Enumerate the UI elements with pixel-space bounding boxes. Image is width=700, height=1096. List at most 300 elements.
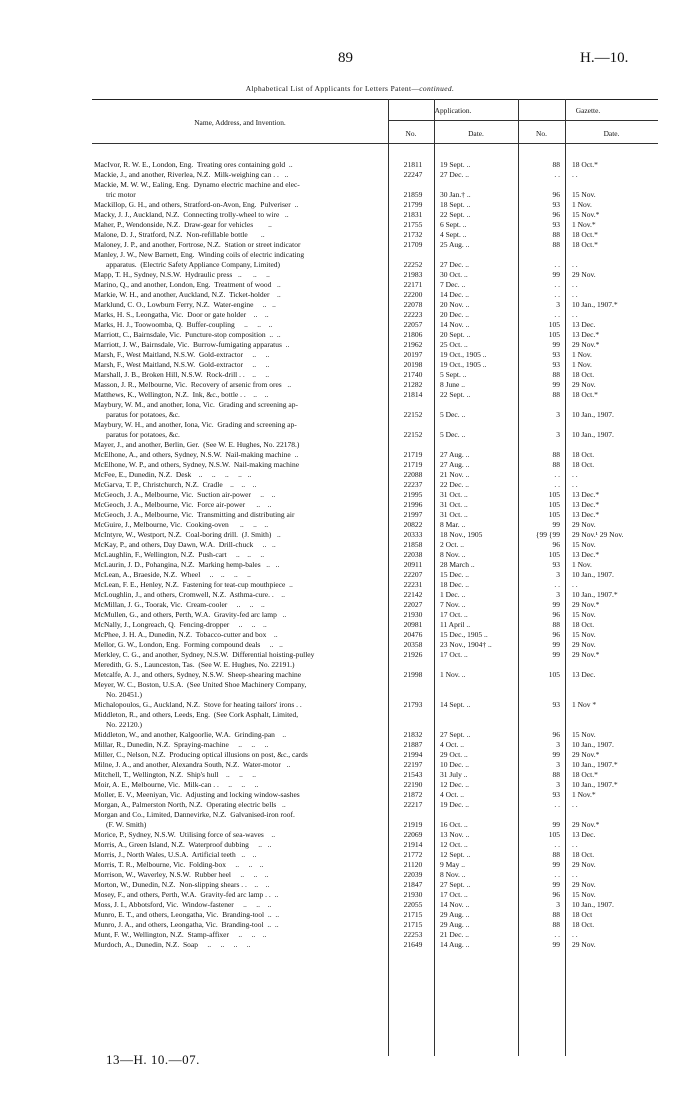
applicant-text: MacIvor, R. W. E., London, Eng. Treating ores containing gold ..: [94, 160, 293, 169]
gazette-number: 99: [552, 860, 560, 869]
applicant-cell: [94, 880, 386, 890]
applicant-cell: [94, 740, 386, 750]
gazette-number: . .: [554, 930, 560, 939]
application-number: 20198: [403, 360, 423, 369]
gazette-date: 1 Nov *: [572, 700, 597, 709]
gazette-number: 88: [552, 620, 560, 629]
gazette-number: . .: [554, 170, 560, 179]
gazette-date: 29 Nov.¹ 29 Nov.: [572, 530, 624, 539]
applicant-text: Markie, W. H., and another, Auckland, N.Z. Ticket-holder ..: [94, 290, 281, 299]
table-row: [0, 620, 700, 630]
application-date: 12 Sept. ..: [440, 850, 471, 859]
applicant-text: Michalopoulos, G., Auckland, N.Z. Stove for heating tailors' irons . .: [94, 700, 302, 709]
applicant-text: McLean, F. E., Henley, N.Z. Fastening for teat-cup mouthpiece ..: [94, 580, 293, 589]
gazette-number: 3: [556, 590, 560, 599]
gazette-date: 13 Dec.*: [572, 490, 600, 499]
table-row: [0, 480, 700, 490]
application-date: 27 Aug. ..: [440, 460, 470, 469]
applicant-text: McLean, A., Braeside, N.Z. Wheel .. .. .. ..: [94, 570, 251, 579]
gazette-date: 13 Dec.: [572, 830, 596, 839]
application-date: 8 Nov. ..: [440, 550, 466, 559]
table-row: [0, 300, 700, 310]
gazette-date: 13 Dec.*: [572, 510, 600, 519]
gazette-date: 13 Dec.*: [572, 550, 600, 559]
gazette-date: 18 Oct.: [572, 370, 595, 379]
applicant-text: Maher, P., Wendonside, N.Z. Draw-gear for vehicles ..: [94, 220, 272, 229]
application-date: 17 Oct. ..: [440, 650, 468, 659]
application-date: 18 Nov., 1905: [440, 530, 483, 539]
applicant-cell: [94, 860, 386, 870]
table-row: [0, 940, 700, 950]
applicant-cell: [94, 590, 386, 600]
applicant-text: Mackillop, G. H., and others, Stratford-on-Avon, Eng. Pulveriser ..: [94, 200, 299, 209]
gazette-date: 10 Jan., 1907.*: [572, 300, 618, 309]
applicant-text: McGeoch, J. A., Melbourne, Vic. Force air-power .. ..: [94, 500, 272, 509]
gazette-number: 93: [552, 220, 560, 229]
table-row: [0, 670, 700, 680]
applicant-text: McIntyre, W., Westport, N.Z. Coal-boring drill. (J. Smith) ..: [94, 530, 281, 539]
gazette-date: 29 Nov.: [572, 860, 596, 869]
table-row: [0, 640, 700, 650]
table-row: [0, 360, 700, 370]
applicant-cell: [94, 870, 386, 880]
gazette-number: 93: [552, 350, 560, 359]
table-row: [0, 490, 700, 500]
application-date: 20 Nov. ..: [440, 300, 470, 309]
applicant-cell: [94, 730, 386, 740]
table-row: [0, 500, 700, 510]
application-date: 30 Jan.† ..: [440, 190, 471, 199]
application-number: 22055: [403, 900, 423, 909]
applicant-cell: [94, 780, 386, 790]
applicant-text: Maybury, W. M., and another, Iona, Vic. Grading and screening ap-: [94, 400, 298, 409]
table-row: [0, 160, 700, 170]
application-number: 21772: [403, 850, 423, 859]
applicant-text: Marino, Q., and another, London, Eng. Treatment of wood ..: [94, 280, 281, 289]
application-number: 20333: [403, 530, 423, 539]
application-date: 12 Dec. ..: [440, 780, 469, 789]
applicant-cell: [94, 930, 386, 940]
table-row: [0, 540, 700, 550]
applicant-text: Marsh, F., West Maitland, N.S.W. Gold-extractor .. ..: [94, 360, 270, 369]
application-number: 22247: [403, 170, 423, 179]
application-number: 21887: [403, 740, 423, 749]
applicant-text: McMillan, J. G., Toorak, Vic. Cream-cooler .. .. ..: [94, 600, 265, 609]
application-date: 27 Sept. ..: [440, 880, 471, 889]
applicant-text-continued: No. 20451.): [106, 690, 143, 699]
gazette-date: 10 Jan., 1907.: [572, 430, 614, 439]
application-date: 28 March ..: [440, 560, 475, 569]
applicant-text: Marks, H. J., Toowoomba, Q. Buffer-coupling .. .. ..: [94, 320, 273, 329]
application-number: 21994: [403, 750, 423, 759]
applicant-text: McLoughlin, J., and others, Cromwell, N.Z. Asthma-cure. . ..: [94, 590, 286, 599]
gazette-date: 15 Nov.: [572, 610, 596, 619]
applicant-text: Matthews, K., Wellington, N.Z. Ink, &c., bottle . . .. ..: [94, 390, 269, 399]
applicant-cell: [94, 580, 386, 590]
gazette-number: 96: [552, 730, 560, 739]
table-row: [0, 270, 700, 280]
application-date: 2 Oct. ..: [440, 540, 464, 549]
table-row: [0, 700, 700, 710]
application-number: 22039: [403, 870, 423, 879]
gazette-date: 18 Oct.*: [572, 390, 598, 399]
gazette-date: . .: [572, 580, 578, 589]
application-number: 20822: [403, 520, 423, 529]
applicant-text: Masson, J. R., Melbourne, Vic. Recovery of arsenic from ores ..: [94, 380, 292, 389]
col-header-app-date: Date.: [468, 129, 484, 138]
application-number: 21120: [403, 860, 423, 869]
footer-signature: 13—H. 10.—07.: [106, 1052, 200, 1067]
application-number: 21806: [403, 330, 423, 339]
applicant-cell: [94, 420, 386, 440]
application-date: 11 April ..: [440, 620, 471, 629]
table-row: [0, 610, 700, 620]
application-date: 23 Nov., 1904† ..: [440, 640, 492, 649]
application-number: 21740: [403, 370, 423, 379]
gazette-number: 105: [548, 670, 560, 679]
applicant-cell: [94, 710, 386, 730]
applicant-text: Murdoch, A., Dunedin, N.Z. Soap .. .. .. ..: [94, 940, 251, 949]
application-number: 21715: [403, 920, 423, 929]
gazette-date: 18 Oct.: [572, 460, 595, 469]
application-date: 19 Dec. ..: [440, 800, 469, 809]
gazette-number: 99: [552, 650, 560, 659]
application-number: 22223: [403, 310, 423, 319]
table-row: [0, 660, 700, 670]
application-number: 22078: [403, 300, 423, 309]
table-row: [0, 900, 700, 910]
applicant-cell: [94, 550, 386, 560]
gazette-number: 96: [552, 190, 560, 199]
table-row: [0, 510, 700, 520]
gazette-date: . .: [572, 870, 578, 879]
application-number: 22253: [403, 930, 423, 939]
application-date: 9 May ..: [440, 860, 465, 869]
application-number: 22069: [403, 830, 423, 839]
applicant-cell: [94, 460, 386, 470]
application-date: 20 Sept. ..: [440, 330, 471, 339]
table-row: [0, 450, 700, 460]
application-date: 31 Oct. ..: [440, 490, 468, 499]
gazette-date: 29 Nov.: [572, 520, 596, 529]
application-number: 21872: [403, 790, 423, 799]
gazette-date: 1 Nov.: [572, 350, 592, 359]
table-row: [0, 200, 700, 210]
gazette-number: 99: [552, 600, 560, 609]
applicant-cell: [94, 750, 386, 760]
applicant-text: Macky, J. J., Auckland, N.Z. Connecting trolly-wheel to wire ..: [94, 210, 289, 219]
application-date: 4 Oct. ..: [440, 740, 464, 749]
application-date: 25 Oct. ..: [440, 340, 468, 349]
application-date: 5 Dec. ..: [440, 430, 466, 439]
gazette-number: 96: [552, 610, 560, 619]
application-number: 21793: [403, 700, 423, 709]
table-row: [0, 470, 700, 480]
application-number: 22237: [403, 480, 423, 489]
application-date: 14 Dec. ..: [440, 290, 469, 299]
table-row: [0, 230, 700, 240]
application-number: 21715: [403, 910, 423, 919]
gazette-date: . .: [572, 260, 578, 269]
application-number: 21998: [403, 670, 423, 679]
application-number: 21919: [403, 820, 423, 829]
gazette-date: . .: [572, 480, 578, 489]
applicant-text: Marriott, C., Bairnsdale, Vic. Puncture-stop composition .. ..: [94, 330, 281, 339]
table-row: [0, 790, 700, 800]
application-number: 21995: [403, 490, 423, 499]
applicant-text: McGeoch, J. A., Melbourne, Vic. Suction air-power .. ..: [94, 490, 276, 499]
gazette-number: 105: [548, 510, 560, 519]
application-number: 21709: [403, 240, 423, 249]
applicant-cell: [94, 660, 386, 670]
applicant-text: Maloney, J. P., and another, Fortrose, N.Z. Station or street indicator: [94, 240, 301, 249]
application-number: 21930: [403, 890, 423, 899]
application-number: 21732: [403, 230, 423, 239]
table-row: [0, 390, 700, 400]
gazette-date: . .: [572, 280, 578, 289]
gazette-date: 13 Dec.*: [572, 330, 600, 339]
application-number: 22197: [403, 760, 423, 769]
applicant-cell: [94, 630, 386, 640]
gazette-number: 3: [556, 760, 560, 769]
application-date: 31 July ..: [440, 770, 468, 779]
application-number: 21914: [403, 840, 423, 849]
gazette-number: 96: [552, 630, 560, 639]
applicant-text: McPhee, J. H. A., Dunedin, N.Z. Tobacco-cutter and box ..: [94, 630, 278, 639]
applicant-cell: [94, 380, 386, 390]
gazette-number: 99: [552, 940, 560, 949]
applicant-cell: [94, 220, 386, 230]
application-date: 29 Oct. ..: [440, 750, 468, 759]
application-number: 21930: [403, 610, 423, 619]
applicant-text-continued: (F. W. Smith): [106, 820, 147, 829]
table-row: [0, 220, 700, 230]
application-number: 20476: [403, 630, 423, 639]
gazette-number: 99: [552, 270, 560, 279]
gazette-date: 18 Oct.: [572, 450, 595, 459]
gazette-number: 93: [552, 360, 560, 369]
gazette-number: . .: [554, 290, 560, 299]
gazette-number: . .: [554, 870, 560, 879]
gazette-number: 99: [552, 380, 560, 389]
applicant-cell: [94, 560, 386, 570]
applicant-cell: [94, 180, 386, 200]
application-number: 22190: [403, 780, 423, 789]
gazette-number: . .: [554, 480, 560, 489]
gazette-date: 29 Nov.: [572, 940, 596, 949]
table-row: [0, 800, 700, 810]
table-row: [0, 850, 700, 860]
application-date: 31 Oct. ..: [440, 510, 468, 519]
table-row: [0, 920, 700, 930]
application-date: 16 Oct. ..: [440, 820, 468, 829]
gazette-number: . .: [554, 840, 560, 849]
title-main: Alphabetical List of Applicants for Letters Patent—: [245, 84, 420, 93]
gazette-number: 88: [552, 450, 560, 459]
table-row: [0, 710, 700, 730]
applicant-text: Morris, A., Green Island, N.Z. Waterproof dubbing .. ..: [94, 840, 272, 849]
applicant-text: Morris, J., North Wales, U.S.A. Artificial teeth .. ..: [94, 850, 257, 859]
gazette-date: . .: [572, 290, 578, 299]
gazette-date: 18 Oct.*: [572, 240, 598, 249]
applicant-text: McElhone, A., and others, Sydney, N.S.W. Nail-making machine ..: [94, 450, 299, 459]
applicant-text: McNally, J., Longreach, Q. Fencing-dropper .. .. ..: [94, 620, 267, 629]
applicant-text: Mackie, J., and another, Riverlea, N.Z. Milk-weighing can . . ..: [94, 170, 289, 179]
gazette-number: 105: [548, 490, 560, 499]
col-header-application: Application.: [434, 106, 472, 115]
table-row: [0, 880, 700, 890]
applicant-text: Mitchell, T., Wellington, N.Z. Ship's hull .. .. ..: [94, 770, 256, 779]
gazette-number: 88: [552, 920, 560, 929]
applicant-cell: [94, 800, 386, 810]
gazette-date: 29 Nov.*: [572, 650, 600, 659]
applicant-cell: [94, 650, 386, 660]
gazette-number: 93: [552, 560, 560, 569]
applicant-text: McGarva, T. P., Christchurch, N.Z. Cradle .. .. ..: [94, 480, 257, 489]
gazette-date: 18 Oct.*: [572, 770, 598, 779]
gazette-date: 15 Nov.: [572, 630, 596, 639]
applicant-text-continued: apparatus. (Electric Safety Appliance Company, Limited): [106, 260, 281, 269]
table-row: [0, 750, 700, 760]
applicant-text: McElhone, W. P., and others, Sydney, N.S.W. Nail-making machine: [94, 460, 300, 469]
gazette-number: 105: [548, 550, 560, 559]
page-header: [0, 50, 700, 70]
table-row: [0, 420, 700, 440]
gazette-number: 88: [552, 390, 560, 399]
application-date: 14 Aug. ..: [440, 940, 470, 949]
table-row: [0, 760, 700, 770]
applicant-text: McGuire, J., Melbourne, Vic. Cooking-oven .. .. ..: [94, 520, 269, 529]
table-row: [0, 580, 700, 590]
gazette-number: . .: [554, 800, 560, 809]
applicant-text: Moir, A. E., Melbourne, Vic. Milk-can . . .. .. ..: [94, 780, 259, 789]
application-date: 31 Oct. ..: [440, 500, 468, 509]
document-code: H.—10.: [580, 50, 629, 66]
table-row: [0, 680, 700, 700]
application-number: 21996: [403, 500, 423, 509]
gazette-number: . .: [554, 470, 560, 479]
gazette-number: 88: [552, 460, 560, 469]
application-number: 22171: [403, 280, 423, 289]
applicant-text: Maybury, W. H., and another, Iona, Vic. Grading and screening ap-: [94, 420, 297, 429]
application-date: 15 Dec., 1905 ..: [440, 630, 488, 639]
application-date: 18 Dec. ..: [440, 580, 469, 589]
applicant-text: Middleton, W., and another, Kalgoorlie, W.A. Grinding-pan ..: [94, 730, 287, 739]
application-date: 5 Dec. ..: [440, 410, 466, 419]
application-number: 22207: [403, 570, 423, 579]
applicant-cell: [94, 240, 386, 250]
gazette-number: 99: [552, 880, 560, 889]
application-date: 14 Sept. ..: [440, 700, 471, 709]
applicant-cell: [94, 840, 386, 850]
applicant-cell: [94, 370, 386, 380]
table-row: [0, 860, 700, 870]
table-row: [0, 830, 700, 840]
applicant-text: Milne, J. A., and another, Alexandra South, N.Z. Water-motor ..: [94, 760, 291, 769]
application-date: 27 Aug. ..: [440, 450, 470, 459]
gazette-number: . .: [554, 280, 560, 289]
application-number: 22200: [403, 290, 423, 299]
gazette-number: 99: [552, 340, 560, 349]
gazette-number: 3: [556, 300, 560, 309]
applicant-cell: [94, 320, 386, 330]
gazette-date: . .: [572, 170, 578, 179]
gazette-date: 29 Nov.*: [572, 750, 600, 759]
application-date: 4 Sept. ..: [440, 230, 467, 239]
application-date: 12 Oct. ..: [440, 840, 468, 849]
table-row: [0, 240, 700, 250]
page-title: [0, 84, 700, 93]
applicant-cell: [94, 670, 386, 680]
table-row: [0, 530, 700, 540]
gazette-number: 105: [548, 500, 560, 509]
applicant-text: Mackie, M. W. W., Ealing, Eng. Dynamo electric machine and elec-: [94, 180, 300, 189]
application-date: 17 Oct. ..: [440, 610, 468, 619]
application-date: 29 Aug. ..: [440, 920, 470, 929]
applicant-cell: [94, 570, 386, 580]
table-row: [0, 890, 700, 900]
applicant-cell: [94, 700, 386, 710]
applicant-cell: [94, 830, 386, 840]
applicant-text: Moller, E. V., Meeniyan, Vic. Adjusting and locking window-sashes: [94, 790, 300, 799]
gazette-date: 10 Jan., 1907.*: [572, 760, 618, 769]
table-row: [0, 590, 700, 600]
title-continued: continued.: [419, 84, 455, 93]
gazette-date: 29 Nov.*: [572, 820, 600, 829]
applicant-text: Marsh, F., West Maitland, N.S.W. Gold-extractor .. ..: [94, 350, 270, 359]
gazette-date: . .: [572, 840, 578, 849]
applicant-text: Morton, W., Dunedin, N.Z. Non-slipping shears . . .. ..: [94, 880, 270, 889]
application-date: 27 Dec. ..: [440, 170, 469, 179]
application-number: 21799: [403, 200, 423, 209]
application-date: 5 Sept. ..: [440, 370, 467, 379]
applicant-cell: [94, 400, 386, 420]
application-date: 22 Sept. ..: [440, 210, 471, 219]
table-row: [0, 730, 700, 740]
application-date: 17 Oct. ..: [440, 890, 468, 899]
applicant-cell: [94, 210, 386, 220]
gazette-date: 1 Nov.*: [572, 790, 596, 799]
application-number: 20358: [403, 640, 423, 649]
application-date: 18 Sept. ..: [440, 200, 471, 209]
application-date: 19 Oct., 1905 ..: [440, 350, 487, 359]
application-number: 21814: [403, 390, 423, 399]
application-number: 21926: [403, 650, 423, 659]
table-row: [0, 180, 700, 200]
gazette-number: 88: [552, 240, 560, 249]
application-date: 7 Dec. ..: [440, 280, 466, 289]
applicant-cell: [94, 160, 386, 170]
application-date: 1 Dec. ..: [440, 590, 466, 599]
applicant-text: Munt, F. W., Wellington, N.Z. Stamp-affixer .. .. ..: [94, 930, 267, 939]
applicant-cell: [94, 470, 386, 480]
applicant-cell: [94, 620, 386, 630]
applicant-cell: [94, 920, 386, 930]
gazette-number: 96: [552, 890, 560, 899]
application-number: 22057: [403, 320, 423, 329]
applicant-text: Marshall, J. B., Broken Hill, N.S.W. Rock-drill . . .. ..: [94, 370, 270, 379]
table-row: [0, 870, 700, 880]
applicant-cell: [94, 850, 386, 860]
application-date: 8 June ..: [440, 380, 465, 389]
gazette-date: 10 Jan., 1907.: [572, 410, 614, 419]
gazette-date: 18 Oct.: [572, 620, 595, 629]
gazette-number: . .: [554, 310, 560, 319]
application-date: 29 Aug. ..: [440, 910, 470, 919]
applicant-cell: [94, 340, 386, 350]
application-date: 22 Dec. ..: [440, 480, 469, 489]
gazette-date: 29 Nov.: [572, 270, 596, 279]
